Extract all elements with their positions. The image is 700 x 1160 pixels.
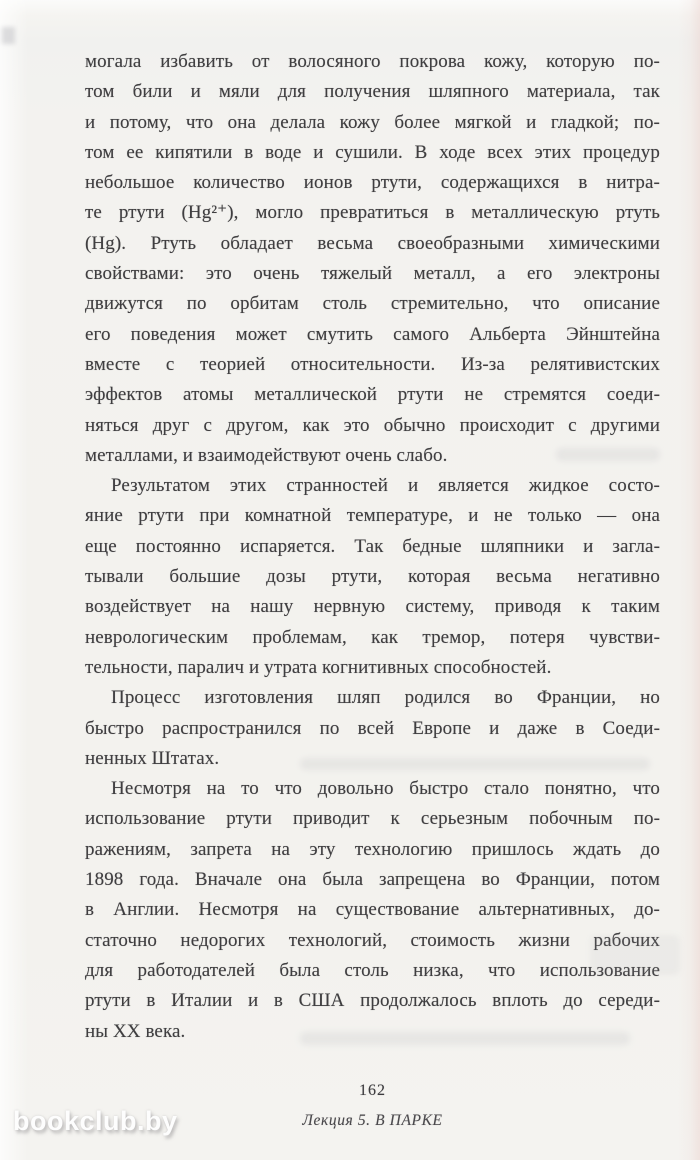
text-line: тельности, паралич и утрата когнитивных способностей. — [85, 656, 552, 678]
text-line: его поведения может смутить самого Альберта Эйнштейна — [85, 323, 660, 345]
text-line: статочно недорогих технологий, стоимость жизни рабочих — [85, 929, 660, 951]
page-bleed-smudge — [556, 448, 660, 461]
text-line: Несмотря на то что довольно быстро стало понятно, что — [111, 778, 660, 800]
text-line: быстро распространился по всей Европе и даже в Соеди- — [85, 717, 660, 739]
text-line: 1898 года. Вначале она была запрещена во Франции, потом — [85, 869, 660, 891]
text-line: том ее кипятили в воде и сушили. В ходе всех этих процедур — [85, 141, 660, 163]
text-line: те ртути (Hg²⁺), могло превратиться в металлическую ртуть — [85, 202, 660, 224]
page-bleed-smudge — [300, 1032, 630, 1045]
text-line: эффектов атомы металлической ртути не стремятся соеди- — [85, 384, 660, 406]
text-line: Результатом этих странностей и является жидкое состо- — [111, 475, 660, 497]
text-line: могала избавить от волосяного покрова кожу, которую по- — [85, 51, 660, 72]
text-line: свойствами: это очень тяжелый металл, а его электроны — [85, 263, 660, 285]
text-line: для работодателей была столь низка, что использование — [85, 959, 660, 981]
text-line: в Англии. Несмотря на существование альтернативных, до- — [85, 899, 660, 921]
text-line: неврологическим проблемам, как тремор, потеря чувстви- — [85, 626, 660, 648]
text-line: тывали большие дозы ртути, которая весьма негативно — [85, 566, 660, 588]
text-line: (Hg). Ртуть обладает весьма своеобразными химическими — [85, 232, 660, 254]
text-line: ражениям, запрета на эту технологию пришлось ждать до — [85, 838, 660, 860]
text-line: еще постоянно испаряется. Так бедные шляпники и загла- — [85, 535, 660, 557]
text-line: небольшое количество ионов ртути, содержащихся в нитра- — [85, 172, 660, 194]
scan-edge-mark — [2, 27, 15, 44]
text-line: металлами, и взаимодействуют очень слабо. — [85, 444, 448, 466]
text-line: ртути в Италии и в США продолжалось вплоть до середи- — [85, 990, 660, 1012]
text-line: и потому, что она делала кожу более мягкой и гладкой; по- — [85, 111, 660, 133]
text-line: няться друг с другом, как это обычно происходит с другими — [85, 414, 660, 436]
text-line: движутся по орбитам столь стремительно, что описание — [85, 293, 660, 315]
text-line: воздействует на нашу нервную систему, приводя к таким — [85, 596, 660, 618]
text-line: ны XX века. — [85, 1020, 186, 1042]
text-line: том били и мяли для получения шляпного материала, так — [85, 81, 660, 103]
text-line: ненных Штатах. — [85, 747, 220, 769]
text-line: вместе с теорией относительности. Из-за релятивистских — [85, 353, 660, 375]
running-title: Лекция 5. В ПАРКЕ — [302, 1112, 443, 1129]
text-line: использование ртути приводит к серьезным побочным по- — [85, 808, 660, 830]
page-bleed-smudge — [300, 758, 650, 770]
page-number: 162 — [359, 1082, 386, 1099]
text-line: яние ртути при комнатной температуре, и не только — она — [85, 505, 660, 527]
page-bleed-smudge — [590, 935, 680, 975]
watermark-bookclub: bookclub.by — [13, 1106, 178, 1136]
text-line: Процесс изготовления шляп родился во Франции, но — [111, 687, 660, 709]
body-text — [85, 47, 660, 1047]
